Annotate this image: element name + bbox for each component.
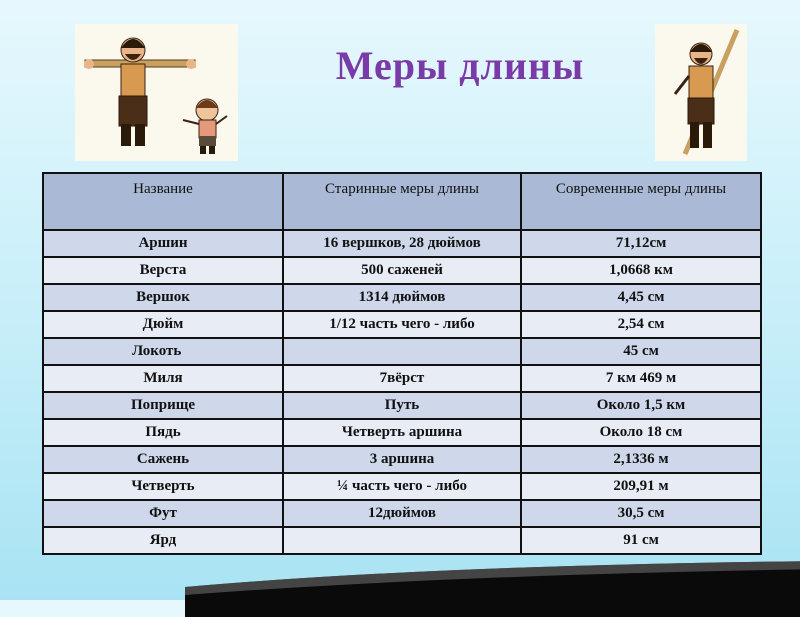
table-row: [43, 392, 761, 419]
table-row: [43, 338, 761, 365]
cell-modern-measure: Около 1,5 км: [521, 392, 761, 419]
cell-name: Поприще: [43, 392, 283, 419]
man-holding-staff-icon: [655, 24, 747, 161]
cell-name: Сажень: [43, 446, 283, 473]
cell-modern-measure: 1,0668 км: [521, 257, 761, 284]
cell-old-measure: 16 вершков, 28 дюймов: [283, 230, 521, 257]
cell-old-measure: 1314 дюймов: [283, 284, 521, 311]
cell-name: Пядь: [43, 419, 283, 446]
cell-modern-measure: 71,12см: [521, 230, 761, 257]
cell-old-measure: 12дюймов: [283, 500, 521, 527]
cell-old-measure: 3 аршина: [283, 446, 521, 473]
cell-name: Четверть: [43, 473, 283, 500]
table-row: [43, 473, 761, 500]
cell-name: Ярд: [43, 527, 283, 554]
table-row: [43, 257, 761, 284]
column-header-modern-measures: Современные меры длины: [521, 173, 761, 230]
man-measuring-with-arms-and-child-icon: [75, 24, 238, 161]
cell-name: Аршин: [43, 230, 283, 257]
table-row: [43, 311, 761, 338]
length-measures-table: [42, 172, 762, 555]
cell-old-measure: Путь: [283, 392, 521, 419]
cell-modern-measure: 30,5 см: [521, 500, 761, 527]
cell-old-measure: 500 саженей: [283, 257, 521, 284]
table-row: [43, 284, 761, 311]
cell-modern-measure: 2,1336 м: [521, 446, 761, 473]
cell-old-measure: 1/12 часть чего - либо: [283, 311, 521, 338]
cell-old-measure: 7вёрст: [283, 365, 521, 392]
table-row: [43, 527, 761, 554]
cell-name: Миля: [43, 365, 283, 392]
cell-modern-measure: 4,45 см: [521, 284, 761, 311]
table-row: [43, 419, 761, 446]
cell-old-measure: [283, 338, 521, 365]
cell-modern-measure: Около 18 см: [521, 419, 761, 446]
page-title: Меры длины: [335, 43, 585, 88]
column-header-name: Название: [43, 173, 283, 230]
cell-name: Верста: [43, 257, 283, 284]
cell-old-measure: ¼ часть чего - либо: [283, 473, 521, 500]
cell-modern-measure: 7 км 469 м: [521, 365, 761, 392]
table-row: [43, 230, 761, 257]
table-row: [43, 500, 761, 527]
cell-modern-measure: 45 см: [521, 338, 761, 365]
column-header-old-measures: Старинные меры длины: [283, 173, 521, 230]
cell-old-measure: [283, 527, 521, 554]
table-row: [43, 446, 761, 473]
cell-modern-measure: 209,91 м: [521, 473, 761, 500]
table-header-row: [43, 173, 761, 230]
cell-old-measure: Четверть аршина: [283, 419, 521, 446]
cell-name: Дюйм: [43, 311, 283, 338]
cell-modern-measure: 2,54 см: [521, 311, 761, 338]
table-row: [43, 365, 761, 392]
cell-name: Вершок: [43, 284, 283, 311]
cell-name: Фут: [43, 500, 283, 527]
cell-name: Локоть: [43, 338, 283, 365]
decorative-swoosh: [185, 557, 800, 617]
cell-modern-measure: 91 см: [521, 527, 761, 554]
